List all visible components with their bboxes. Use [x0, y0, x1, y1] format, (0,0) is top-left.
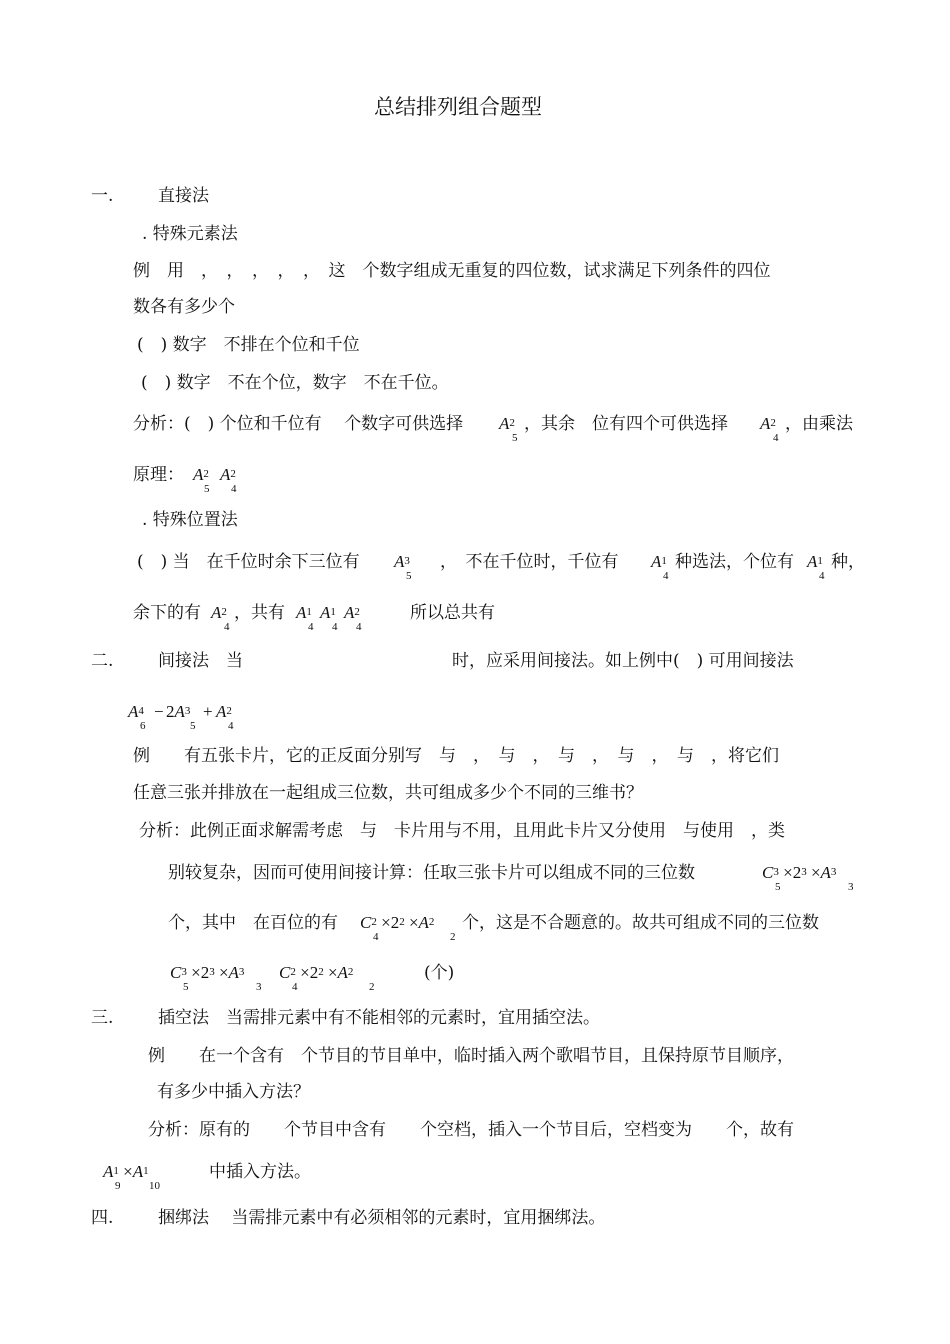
subsection-heading: . 特殊位置法 — [142, 510, 238, 530]
formula: C2 4 ×22 ×A2 2 — [279, 963, 375, 993]
formula: A1 9 ×A1 10 — [103, 1162, 160, 1192]
formula: A1 4 — [320, 603, 338, 633]
section-heading: 直接法 — [158, 186, 209, 206]
section-number: 三. — [91, 1008, 114, 1028]
example-text: 例 在一个含有 个节目的节目单中，临时插入两个歌唱节目，且保持原节目顺序， — [148, 1046, 794, 1066]
formula: + — [203, 702, 213, 721]
formula: C3 5 ×23 ×A3 3 — [762, 863, 854, 893]
section-number: 四. — [91, 1208, 114, 1228]
analysis-text: 分析：原有的 个节目中含有 个空档，插入一个节目后，空档变为 个，故有 — [148, 1120, 794, 1140]
page-title: 总结排列组合题型 — [374, 95, 542, 119]
text: 种， — [831, 552, 865, 572]
section-heading-cont: 时，应采用间接法。如上例中( ) 可用间接法 — [452, 651, 794, 671]
formula: 2A3 5 — [166, 702, 196, 732]
section-number: 二. — [91, 651, 114, 671]
formula: − — [154, 702, 164, 721]
example-text: 例 有五张卡片，它的正反面分别写 与 ， 与 ， 与 ， 与 ， 与 ，将它们 — [133, 746, 779, 766]
formula: A2 4 — [220, 465, 237, 495]
section-number: 一. — [91, 186, 114, 206]
text: ，共有 — [234, 603, 285, 623]
example-text: 数各有多少个 — [133, 297, 235, 317]
formula: A2 4 — [216, 702, 234, 732]
analysis-text: 中插入方法。 — [209, 1162, 311, 1182]
text: 种选法，个位有 — [675, 552, 794, 572]
formula: A1 4 — [651, 552, 669, 582]
formula: A2 4 — [760, 414, 779, 444]
formula: A2 4 — [344, 603, 362, 633]
formula: A1 4 — [807, 552, 825, 582]
analysis-text: 个，其中 在百位的有 — [168, 913, 338, 933]
subsection-heading: . 特殊元素法 — [142, 224, 238, 244]
formula: A2 5 — [193, 465, 210, 495]
section-heading: 插空法 当需排元素中有不能相邻的元素时，宜用插空法。 — [158, 1008, 600, 1028]
text: ， 不在千位时，千位有 — [440, 552, 619, 572]
analysis-text: 别较复杂，因而可使用间接计算：任取三张卡片可以组成不同的三位数 — [168, 863, 695, 883]
section-heading: 间接法 当 — [158, 651, 243, 671]
analysis-text: 个，这是不合题意的。故共可组成不同的三位数 — [462, 913, 819, 933]
example-text: 有多少中插入方法？ — [157, 1082, 310, 1102]
analysis-text: ，其余 位有四个可供选择 — [524, 414, 728, 434]
question-text: ( ) 数字 不排在个位和千位 — [137, 335, 360, 355]
formula: A2 4 — [211, 603, 230, 633]
formula: A4 6 — [128, 702, 146, 732]
formula: A3 5 — [394, 552, 412, 582]
text: 余下的有 — [133, 603, 201, 623]
text: ( ) 当 在千位时余下三位有 — [137, 552, 360, 572]
section-heading: 捆绑法 当需排元素中有必须相邻的元素时，宜用捆绑法。 — [158, 1208, 606, 1228]
formula: A2 5 — [499, 414, 518, 444]
question-text: ( ) 数字 不在个位，数字 不在千位。 — [141, 373, 449, 393]
analysis-text: 分析：( ) 个位和千位有 个数字可供选择 — [133, 414, 464, 434]
formula: C3 5 ×23 ×A3 3 — [170, 963, 262, 993]
analysis-text: 原理： — [133, 465, 184, 485]
formula: A1 4 — [296, 603, 314, 633]
example-text: 任意三张并排放在一起组成三位数，共可组成多少个不同的三维书？ — [133, 783, 643, 803]
analysis-text: (个) — [424, 963, 455, 983]
example-text: 例 用 ， ， ， ， ， 这 个数字组成无重复的四位数，试求满足下列条件的四位 — [133, 261, 771, 281]
formula: C2 4 ×22 ×A2 2 — [360, 913, 456, 943]
analysis-text: ，由乘法 — [785, 414, 853, 434]
text: 所以总共有 — [410, 603, 495, 623]
analysis-text: 分析：此例正面求解需考虑 与 卡片用与不用，且用此卡片又分使用 与使用 ，类 — [139, 821, 785, 841]
